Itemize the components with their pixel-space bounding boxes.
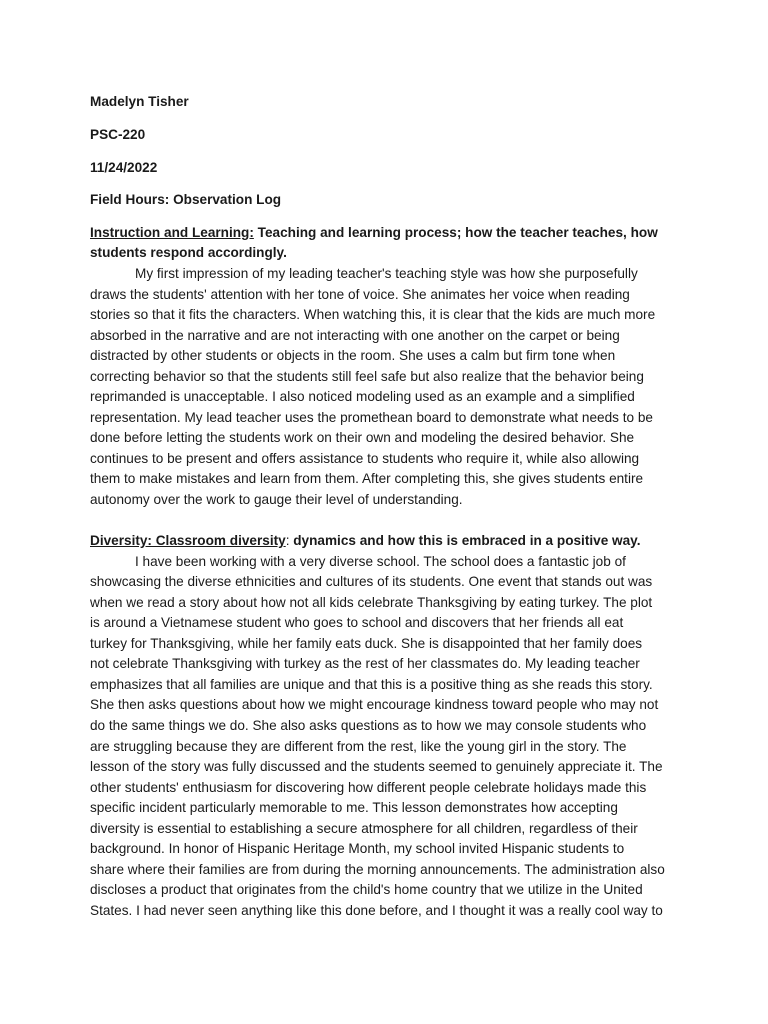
author-name: Madelyn Tisher bbox=[90, 94, 189, 109]
section-2-heading-colon: : bbox=[285, 533, 290, 548]
section-1-heading-text: Teaching and learning process; how the teacher teaches, how bbox=[253, 225, 658, 240]
document-date: 11/24/2022 bbox=[90, 160, 158, 175]
paragraph-line: autonomy over the work to gauge their level of understanding. bbox=[90, 492, 463, 507]
paragraph-line: continues to be present and offers assistance to students who require it, while also allowing bbox=[90, 451, 640, 466]
paragraph-line: representation. My lead teacher uses the promethean board to demonstrate what needs to be bbox=[90, 410, 653, 425]
paragraph-line: States. I had never seen anything like this done before, and I thought it was a really cool way to bbox=[90, 903, 663, 918]
paragraph-line: distracted by other students or objects in the room. She uses a calm but firm tone when bbox=[90, 348, 616, 363]
section-2-heading-label: Diversity: Classroom diversity bbox=[90, 533, 286, 548]
paragraph-line: not celebrate Thanksgiving with turkey as the rest of her classmates do. My leading teacher bbox=[90, 656, 640, 671]
paragraph-line: stories so that it fits the characters. When watching this, it is clear that the kids are much more bbox=[90, 307, 656, 322]
paragraph-line: turkey for Thanksgiving, while her family eats duck. She is disappointed that her family does bbox=[90, 636, 643, 651]
paragraph-line: do the same things we do. She also asks questions as to how we may console students who bbox=[90, 718, 647, 733]
paragraph-line: is around a Vietnamese student who goes to school and discovers that her friends all eat bbox=[90, 615, 624, 630]
paragraph-line: emphasizes that all families are unique and that this is a positive thing as she reads this story. bbox=[90, 677, 653, 692]
paragraph-line: diversity is essential to establishing a secure atmosphere for all children, regardless of their bbox=[90, 821, 638, 836]
section-1-heading-label: Instruction and Learning: bbox=[90, 225, 254, 240]
paragraph-line: showcasing the diverse ethnicities and cultures of its students. One event that stands out was bbox=[90, 574, 653, 589]
paragraph-line: share where their families are from during the morning announcements. The administration also bbox=[90, 862, 665, 877]
paragraph-line: My first impression of my leading teacher's teaching style was how she purposefully bbox=[135, 266, 638, 281]
paragraph-line: discloses a product that originates from the child's home country that we utilize in the United bbox=[90, 882, 643, 897]
paragraph-line: them to make mistakes and learn from them. After completing this, she gives students entire bbox=[90, 471, 644, 486]
paragraph-line: absorbed in the narrative and are not interacting with one another on the carpet or being bbox=[90, 328, 620, 343]
paragraph-line: specific incident particularly memorable to me. This lesson demonstrates how accepting bbox=[90, 800, 618, 815]
paragraph-line: background. In honor of Hispanic Heritage Month, my school invited Hispanic students to bbox=[90, 841, 625, 856]
course-code: PSC-220 bbox=[90, 127, 146, 142]
paragraph-line: reprimanded is unacceptable. I also noticed modeling used as an example and a simplified bbox=[90, 389, 635, 404]
document-title: Field Hours: Observation Log bbox=[90, 192, 282, 207]
paragraph-line: I have been working with a very diverse school. The school does a fantastic job of bbox=[135, 554, 626, 569]
section-1-heading-line2: students respond accordingly. bbox=[90, 245, 287, 260]
section-1-heading bbox=[90, 223, 658, 244]
section-2-heading-text: dynamics and how this is embraced in a positive way. bbox=[289, 533, 641, 548]
paragraph-line: lesson of the story was fully discussed and the students seemed to genuinely appreciate it. The bbox=[90, 759, 663, 774]
paragraph-line: correcting behavior so that the students still feel safe but also realize that the behavior being bbox=[90, 369, 644, 384]
paragraph-line: draws the students' attention with her tone of voice. She animates her voice when reading bbox=[90, 287, 630, 302]
paragraph-line: are struggling because they are different from the rest, like the young girl in the story. The bbox=[90, 739, 627, 754]
paragraph-line: when we read a story about how not all kids celebrate Thanksgiving by eating turkey. The plot bbox=[90, 595, 653, 610]
paragraph-line: other students' enthusiasm for discovering how different people celebrate holidays made this bbox=[90, 780, 647, 795]
section-2-heading bbox=[90, 531, 641, 552]
paragraph-line: done before letting the students work on their own and modeling the desired behavior. She bbox=[90, 430, 635, 445]
paragraph-line: She then asks questions about how we might encourage kindness toward people who may not bbox=[90, 697, 659, 712]
